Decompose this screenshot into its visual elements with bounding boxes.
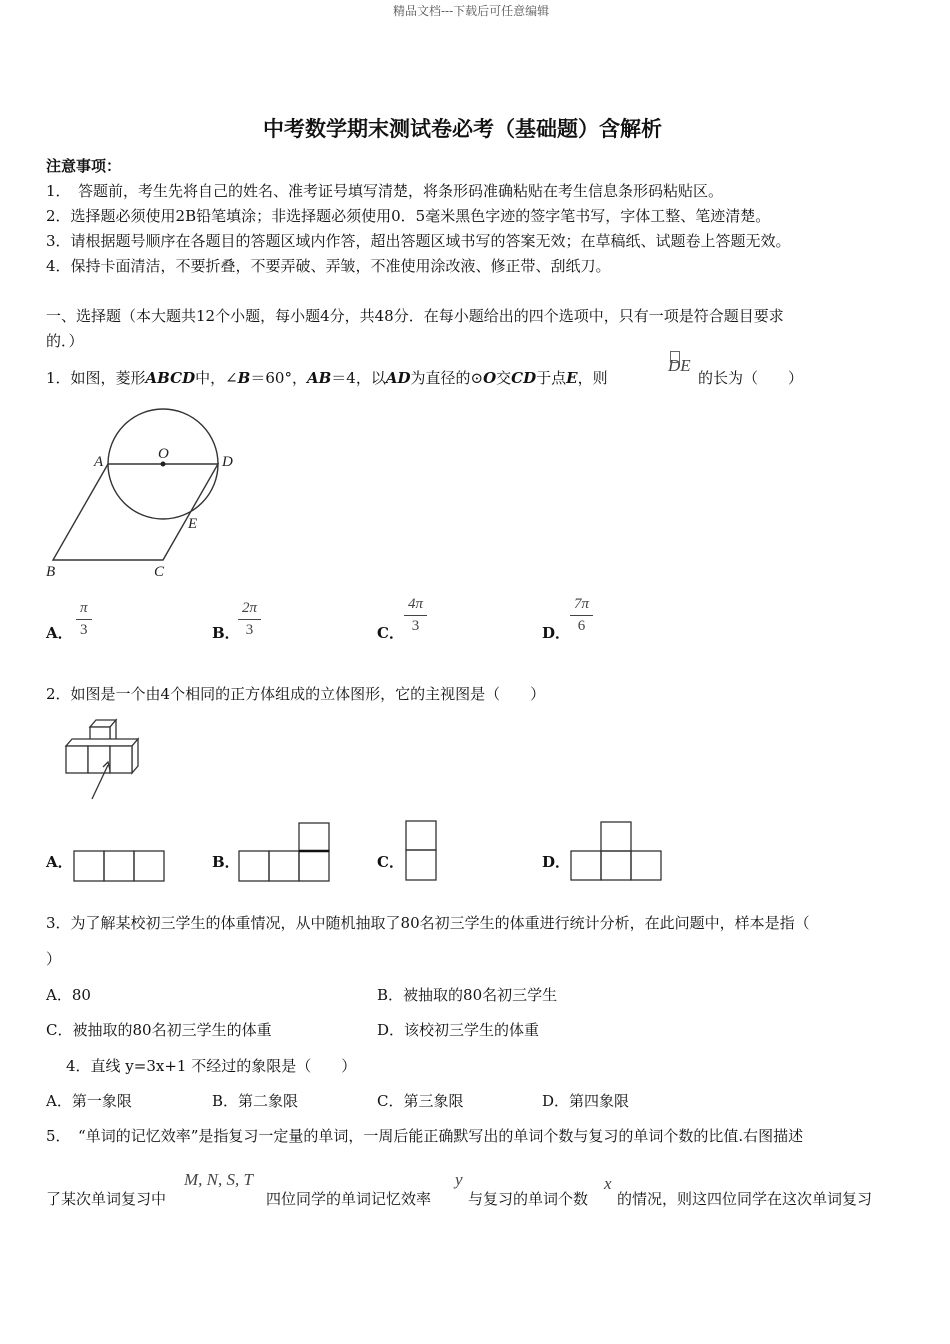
question-2-text: 2．如图是一个由4个相同的正方体组成的立体图形，它的主视图是（ ） bbox=[46, 685, 546, 703]
mnst-math: M, N, S, T bbox=[184, 1170, 253, 1189]
q3-option-d[interactable]: D．该校初三学生的体重 bbox=[377, 1021, 540, 1039]
question-3-text-cont: ） bbox=[46, 950, 62, 968]
x-variable: x bbox=[604, 1174, 612, 1193]
q2-option-b-figure bbox=[236, 821, 331, 883]
center-dot bbox=[161, 462, 166, 467]
section-heading: 一、选择题（本大题共12个小题，每小题4分，共48分．在每小题给出的四个选项中，只有一项是符合题目要求 bbox=[46, 307, 784, 325]
label-d: D bbox=[222, 454, 233, 470]
notice-item: 2．选择题必须使用2B铅笔填涂；非选择题必须使用0．5毫米黑色字迹的签字笔书写，字体工整、笔迹清楚。 bbox=[46, 207, 771, 225]
q3-option-a[interactable]: A．80 bbox=[46, 986, 91, 1004]
page-header: 精品文档---下载后可任意编辑 bbox=[393, 4, 550, 18]
y-variable: y bbox=[455, 1170, 463, 1189]
question-1-tail: 的长为（ ） bbox=[698, 369, 804, 387]
question-4-text: 4．直线 y=3x+1 不经过的象限是（ ） bbox=[66, 1057, 357, 1075]
page-title: 中考数学期末测试卷必考（基础题）含解析 bbox=[263, 117, 662, 141]
label-o: O bbox=[158, 446, 169, 462]
q2-option-a-figure bbox=[72, 848, 167, 883]
q1-option-c-label[interactable]: C． bbox=[377, 624, 404, 642]
label-b: B bbox=[46, 564, 56, 580]
cubes-3d-figure bbox=[62, 715, 152, 805]
question-5-text-b: 四位同学的单词记忆效率 bbox=[266, 1190, 432, 1208]
question-5-text-d: 的情况，则这四位同学在这次单词复习 bbox=[617, 1190, 873, 1208]
q2-option-d-label[interactable]: D． bbox=[542, 853, 571, 871]
q4-option-b[interactable]: B．第二象限 bbox=[212, 1092, 299, 1110]
question-5-text-a: 了某次单词复习中 bbox=[46, 1190, 167, 1208]
q3-option-c[interactable]: C．被抽取的80名初三学生的体重 bbox=[46, 1021, 272, 1039]
notice-item: 1． 答题前，考生先将自己的姓名、准考证号填写清楚，将条形码准确粘贴在考生信息条形码粘贴区。 bbox=[46, 182, 724, 200]
q4-option-a[interactable]: A．第一象限 bbox=[46, 1092, 132, 1110]
q1-option-a-label[interactable]: A． bbox=[46, 624, 73, 642]
arc-de: DE bbox=[668, 356, 691, 375]
q1-option-a-value: $\frac{\pi}{3}$ bbox=[76, 600, 92, 639]
question-5-text-c: 与复习的单词个数 bbox=[468, 1190, 589, 1208]
notice-heading: 注意事项： bbox=[46, 157, 122, 175]
q1-option-b-label[interactable]: B． bbox=[212, 624, 240, 642]
question-3-text: 3．为了解某校初三学生的体重情况，从中随机抽取了80名初三学生的体重进行统计分析，在此问题中，样本是指（ bbox=[46, 914, 810, 932]
q1-option-c-value: $\frac{4\pi}{3}$ bbox=[404, 596, 427, 635]
q2-option-b-label[interactable]: B． bbox=[212, 853, 240, 871]
q1-option-d-label[interactable]: D． bbox=[542, 624, 571, 642]
q4-option-c[interactable]: C．第三象限 bbox=[377, 1092, 464, 1110]
q2-option-c-label[interactable]: C． bbox=[377, 853, 404, 871]
q1-option-d-value: $\frac{7\pi}{6}$ bbox=[570, 596, 593, 635]
q2-option-d-figure bbox=[568, 819, 666, 883]
q4-option-d[interactable]: D．第四象限 bbox=[542, 1092, 630, 1110]
label-c: C bbox=[154, 564, 165, 580]
q2-option-c-figure bbox=[403, 819, 439, 883]
question-1-text: 1．如图，菱形ABCD中，∠B＝60°，AB＝4，以AD为直径的⊙O交CD于点E，则 bbox=[46, 369, 608, 387]
q2-option-a-label[interactable]: A． bbox=[46, 853, 73, 871]
q3-option-b[interactable]: B．被抽取的80名初三学生 bbox=[377, 986, 558, 1004]
rhombus-circle-figure bbox=[40, 380, 260, 580]
q1-option-b-value: $\frac{2\pi}{3}$ bbox=[238, 600, 261, 639]
label-a: A bbox=[94, 454, 104, 470]
label-e: E bbox=[188, 516, 198, 532]
question-5-text: 5． “单词的记忆效率”是指复习一定量的单词，一周后能正确默写出的单词个数与复习的单词个数的比值.右图描述 bbox=[46, 1127, 804, 1145]
notice-item: 3．请根据题号顺序在各题目的答题区域内作答，超出答题区域书写的答案无效；在草稿纸、试题卷上答题无效。 bbox=[46, 232, 791, 250]
section-heading-cont: 的．） bbox=[46, 332, 84, 350]
notice-item: 4．保持卡面清洁，不要折叠，不要弄破、弄皱，不准使用涂改液、修正带、刮纸刀。 bbox=[46, 257, 611, 275]
arc-symbol-icon bbox=[670, 351, 680, 363]
